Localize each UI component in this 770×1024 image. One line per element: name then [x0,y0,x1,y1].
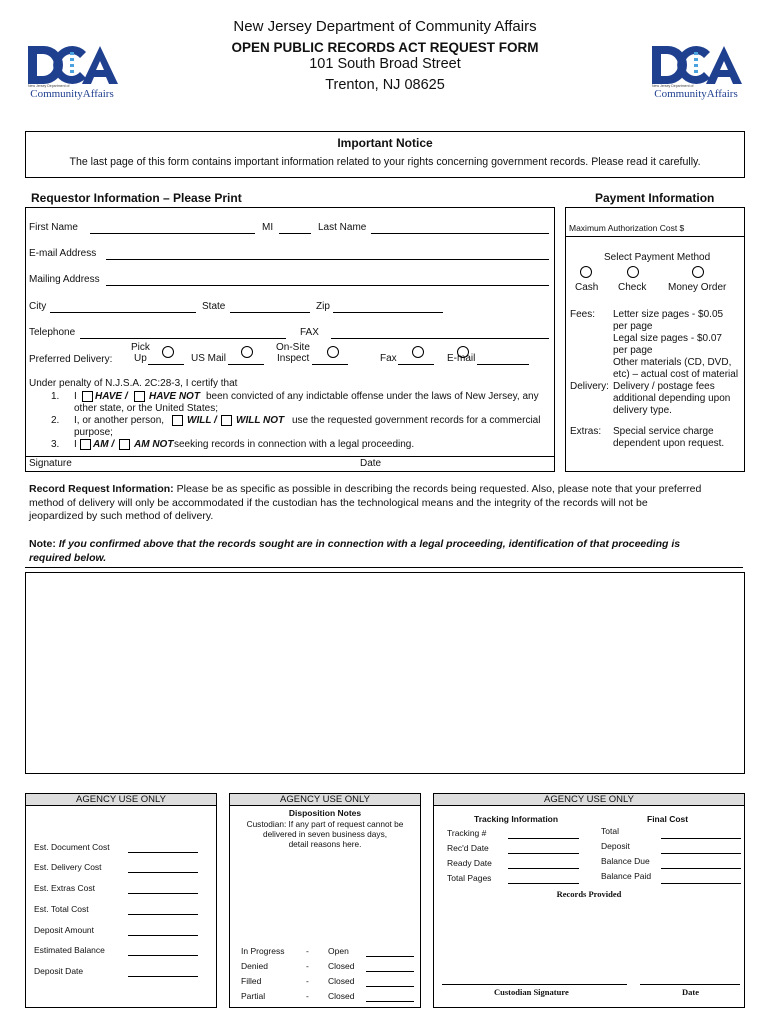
mailing-field[interactable] [106,285,549,286]
agency-name: New Jersey Department of Community Affairs [233,18,537,35]
disposition-status: In Progress [241,946,285,956]
penalty-statement: Under penalty of N.J.S.A. 2C:28-3, I certify that [29,378,238,389]
records-provided-label: Records Provided [556,889,622,899]
zip-field[interactable] [333,312,443,313]
first-name-label: First Name [29,222,78,233]
state-label: State [202,301,226,312]
agency-tracking-box [433,793,745,1008]
agency-tracking-caption: AGENCY USE ONLY [434,794,744,806]
notice-text: The last page of this form contains important information related to your rights concerning government records. Please read it carefully. [69,156,701,168]
have-checkbox[interactable] [82,391,93,402]
disposition-field[interactable] [366,1001,414,1002]
select-payment-label: Select Payment Method [604,252,711,263]
onsite-label-2: Inspect [277,353,310,364]
check-radio[interactable] [627,266,639,278]
svg-text:New Jersey Department of: New Jersey Department of [28,84,70,88]
delivery-fee-2: additional depending upon [613,393,731,404]
record-request-line-2: method of delivery will only be accommodated if the custodian has the technological means and the integrity of the records will not be [29,496,648,509]
requestor-title: Requestor Information – Please Print [31,191,242,205]
agency-cost-field[interactable] [128,914,198,915]
disposition-result: Closed [328,991,355,1001]
agency-cost-label: Estimated Balance [34,945,105,955]
email-option-line [477,364,529,365]
pickup-label-1: Pick [131,342,150,353]
agency-cost-label: Est. Document Cost [34,842,110,852]
usmail-radio[interactable] [241,346,253,358]
money-order-radio[interactable] [692,266,704,278]
agency-cost-field[interactable] [128,852,198,853]
item3-i: I [74,439,77,450]
agency-disposition-caption: AGENCY USE ONLY [230,794,420,806]
payment-title: Payment Information [595,191,715,205]
fee-legal-unit: per page [613,345,653,356]
important-notice-box [25,131,745,178]
disposition-field[interactable] [366,986,414,987]
tracking-label: Ready Date [447,858,492,868]
tracking-label: Total Pages [447,873,492,883]
fee-other: Other materials (CD, DVD, [613,357,732,368]
record-request-line-3: jeopardized by such method of delivery. [29,510,214,522]
pickup-radio[interactable] [162,346,174,358]
onsite-radio[interactable] [327,346,339,358]
will-checkbox[interactable] [172,415,183,426]
disposition-line-3: detail reasons here. [288,839,362,849]
usmail-line [228,364,264,365]
tracking-field[interactable] [508,868,579,869]
item2-text-2: purpose; [74,427,113,438]
disposition-result: Closed [328,961,355,971]
fax-option-line [398,364,434,365]
tracking-field[interactable] [508,853,579,854]
have-not-checkbox[interactable] [134,391,145,402]
max-auth-label: Maximum Authorization Cost $ [569,223,685,233]
usmail-label: US Mail [191,353,227,364]
agency-cost-field[interactable] [128,976,198,977]
tracking-field[interactable] [508,883,579,884]
extras-fee-2: dependent upon request. [613,438,725,449]
notice-title: Important Notice [337,136,433,150]
email-radio[interactable] [457,346,469,358]
record-request-line-1: Please be as specific as possible in describing the records being requested. Also, please note that your preferred [176,483,702,495]
delivery-fee-1: Delivery / postage fees [613,381,715,392]
agency-cost-field[interactable] [128,872,198,873]
zip-label: Zip [316,301,330,312]
record-request-textarea[interactable] [25,572,745,774]
preferred-delivery-label: Preferred Delivery: [29,354,113,365]
fee-letter: Letter size pages - $0.05 [613,309,724,320]
email-option-label: E-mail [447,353,476,364]
first-name-field[interactable] [90,233,255,234]
telephone-label: Telephone [29,327,76,338]
disposition-result: Open [328,946,349,956]
agency-cost-label: Deposit Date [34,966,84,976]
tracking-label: Rec'd Date [447,843,489,853]
onsite-label-1: On-Site [276,342,310,353]
agency-cost-caption: AGENCY USE ONLY [26,794,216,806]
mi-field[interactable] [279,233,311,234]
delivery-fee-3: delivery type. [613,405,672,416]
agency-cost-field[interactable] [128,893,198,894]
final-cost-title: Final Cost [647,814,689,824]
have-not-label: HAVE NOT [149,391,200,402]
last-name-field[interactable] [371,233,549,234]
form-title: OPEN PUBLIC RECORDS ACT REQUEST FORM [231,40,539,55]
disposition-result: Closed [328,976,355,986]
final-cost-field[interactable] [661,838,741,839]
disposition-dash: - [306,961,309,971]
logo-subtitle: CommunityAffairs [654,88,738,100]
disposition-title: Disposition Notes [288,808,362,818]
signature-label: Signature [29,458,72,469]
agency-cost-label: Deposit Amount [34,925,95,935]
request-top-rule [25,567,743,568]
tracking-field[interactable] [508,838,579,839]
fees-label: Fees: [570,309,596,320]
record-request-label: Record Request Information: [29,483,174,495]
item3-number: 3. [51,439,60,450]
item1-i: I [74,391,77,402]
city-label: City [29,301,47,312]
pickup-line [148,364,184,365]
mi-label: MI [262,222,274,233]
custodian-signature-label: Custodian Signature [494,987,569,997]
fax-option-label: Fax [380,353,397,364]
delivery-label: Delivery: [570,381,609,392]
final-cost-label: Deposit [601,841,630,851]
tracking-label: Tracking # [447,828,487,838]
final-cost-label: Balance Paid [601,871,652,881]
pickup-label-2: Up [134,353,147,364]
extras-label: Extras: [570,426,602,437]
fax-field[interactable] [331,338,549,339]
agency-cost-label: Est. Total Cost [34,904,89,914]
agency-cost-label: Est. Extras Cost [34,883,95,893]
fax-radio[interactable] [412,346,424,358]
final-cost-label: Balance Due [601,856,650,866]
note-text-1: If you confirmed above that the records sought are in connection with a legal proceeding, identification of that proceeding is [58,538,681,550]
disposition-dash: - [306,991,309,1001]
disposition-status: Denied [241,961,268,971]
final-cost-field[interactable] [661,883,741,884]
disposition-line-2: delivered in seven business days, [262,829,388,839]
cash-radio[interactable] [580,266,592,278]
have-label: HAVE / [95,391,128,402]
will-not-label: WILL NOT [236,415,285,426]
mailing-label: Mailing Address [29,274,100,285]
am-not-checkbox[interactable] [119,439,130,450]
city-field[interactable] [50,312,196,313]
item2-text: use the requested government records for a commercial [292,415,541,426]
signature-line[interactable] [25,456,554,457]
item1-number: 1. [51,391,60,402]
onsite-line [312,364,348,365]
final-cost-field[interactable] [661,853,741,854]
logo-subtitle: CommunityAffairs [30,88,114,100]
cash-label: Cash [575,282,599,293]
will-not-checkbox[interactable] [221,415,232,426]
check-label: Check [618,282,647,293]
money-order-label: Money Order [668,282,727,293]
disposition-field[interactable] [366,956,414,957]
note-label: Note: [29,538,56,550]
disposition-dash: - [306,976,309,986]
fee-letter-unit: per page [613,321,653,332]
fee-legal: Legal size pages - $0.07 [613,333,722,344]
disposition-status: Filled [241,976,262,986]
final-cost-field[interactable] [661,868,741,869]
legal-note [29,538,741,565]
agency-cost-field[interactable] [128,955,198,956]
item1-text-2: other state, or the United States; [74,403,218,414]
email-label: E-mail Address [29,248,97,259]
custodian-signature-line[interactable] [442,984,627,985]
fee-other-2: etc) – actual cost of material [613,369,739,380]
email-field[interactable] [106,259,549,260]
address-line-2: Trenton, NJ 08625 [325,77,445,93]
address-line-1: 101 South Broad Street [309,56,461,72]
note-text-2: required below. [29,551,107,564]
am-checkbox[interactable] [80,439,91,450]
date-label: Date [360,458,382,469]
custodian-date-line[interactable] [640,984,740,985]
am-label: AM / [93,439,115,450]
max-auth-field[interactable] [565,236,744,237]
am-not-label: AM NOT [134,439,174,450]
item3-text: seeking records in connection with a legal proceeding. [174,439,415,450]
extras-fee-1: Special service charge [613,426,714,437]
item2-number: 2. [51,415,60,426]
disposition-line-1: Custodian: If any part of request cannot be [246,819,404,829]
agency-cost-field[interactable] [128,935,198,936]
svg-text:New Jersey Department of: New Jersey Department of [652,84,694,88]
tracking-title: Tracking Information [474,814,559,824]
will-label: WILL / [187,415,217,426]
custodian-date-label: Date [682,987,699,997]
final-cost-label: Total [601,826,619,836]
telephone-field[interactable] [80,338,286,339]
state-field[interactable] [230,312,310,313]
disposition-status: Partial [241,991,266,1001]
agency-cost-label: Est. Delivery Cost [34,862,102,872]
disposition-field[interactable] [366,971,414,972]
record-request-instructions [29,483,741,524]
item2-text-a: I, or another person, [74,415,165,426]
item1-text: been convicted of any indictable offense under the laws of New Jersey, any [206,391,539,402]
fax-label: FAX [300,327,319,338]
last-name-label: Last Name [318,222,367,233]
disposition-dash: - [306,946,309,956]
